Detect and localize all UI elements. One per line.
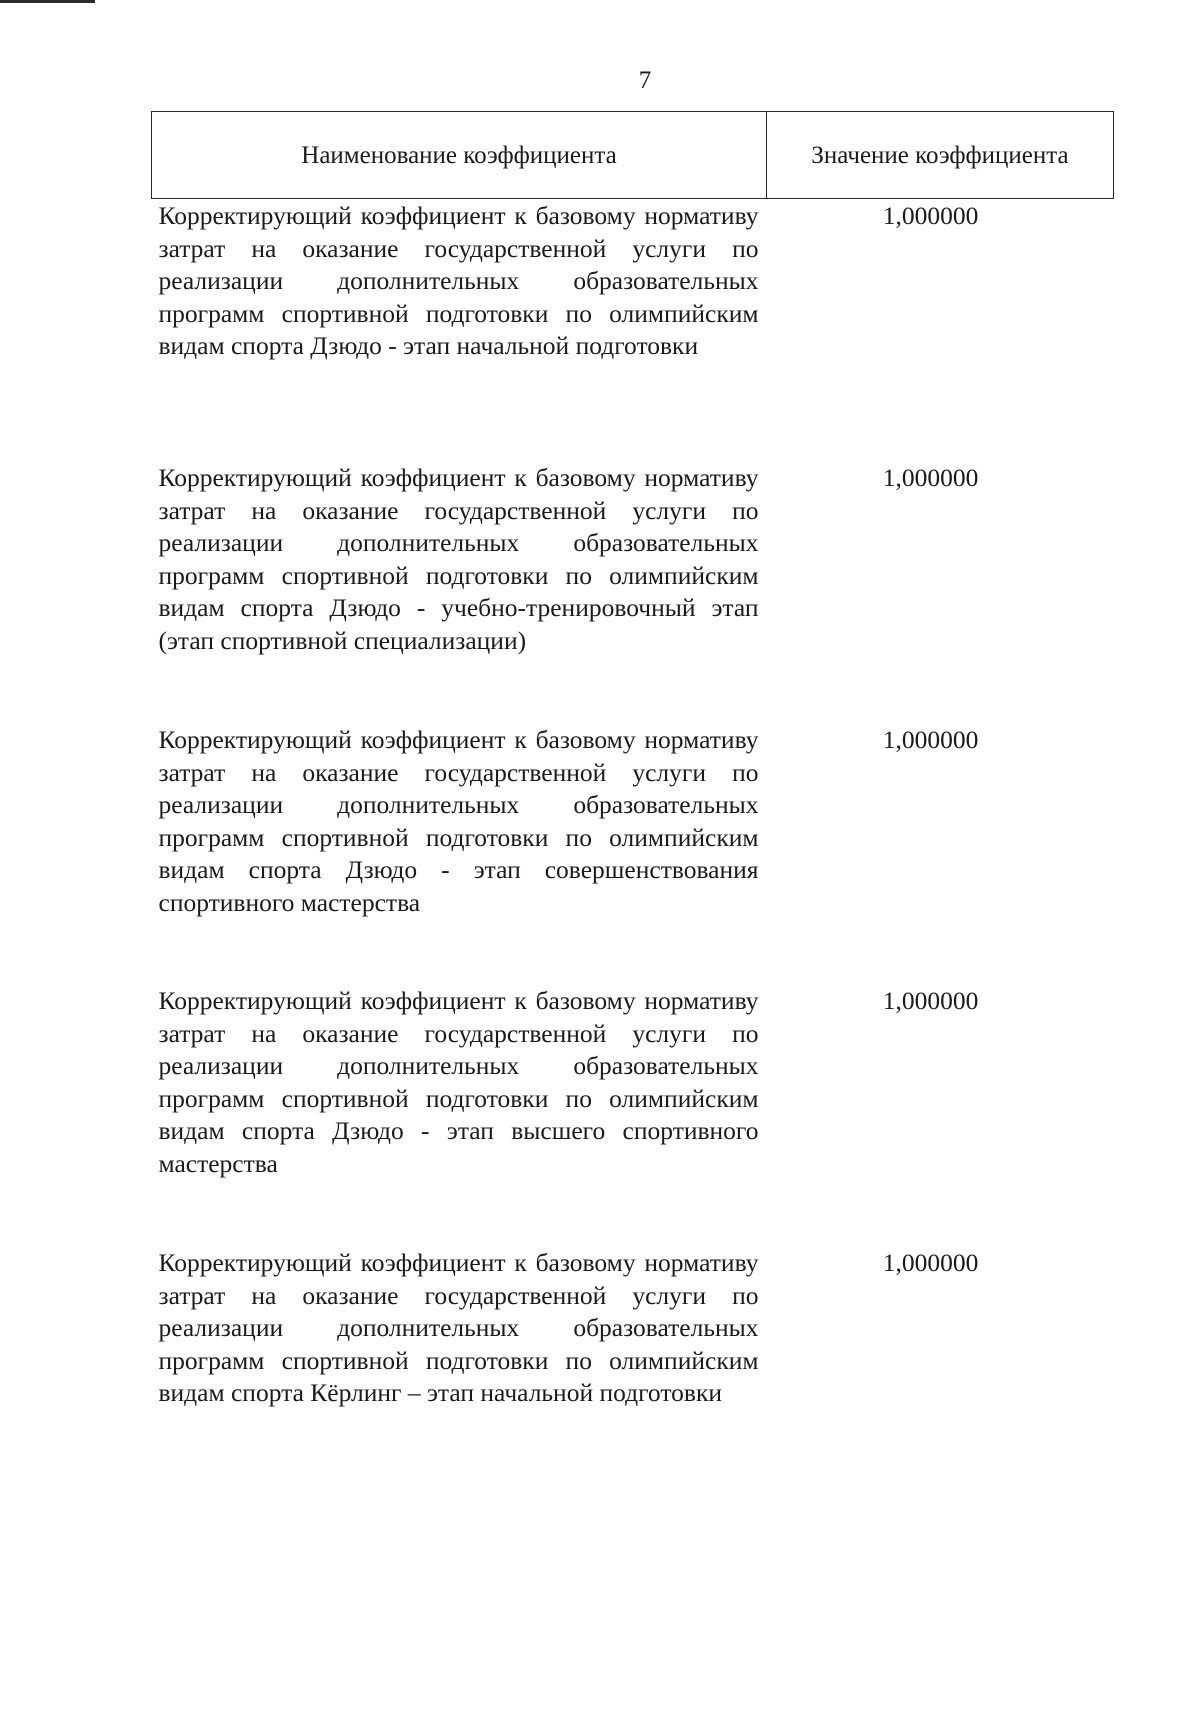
header-coefficient-name: Наименование коэффициента bbox=[152, 112, 767, 199]
coefficient-value: 1,000000 bbox=[882, 725, 979, 754]
coefficient-value: 1,000000 bbox=[882, 201, 979, 230]
coefficient-name: Корректирующий коэффициент к базовому нормативу затрат на оказание государственной услуги по реализации дополнительных образовательных программ спортивной подготовки по олимпийским видам спорта Кёрлинг – этап начальной подготовки bbox=[158, 1248, 759, 1407]
coefficients-table bbox=[151, 111, 1114, 1508]
scan-edge-mark bbox=[0, 0, 95, 3]
table-row bbox=[152, 461, 1114, 723]
table-header-row bbox=[152, 112, 1114, 199]
coefficient-name: Корректирующий коэффициент к базовому нормативу затрат на оказание государственной услуги по реализации дополнительных образовательных программ спортивной подготовки по олимпийским видам спорта Дзюдо - этап начальной подготовки bbox=[158, 201, 759, 360]
table-row bbox=[152, 199, 1114, 462]
coefficient-value: 1,000000 bbox=[882, 986, 979, 1015]
coefficient-name: Корректирующий коэффициент к базовому нормативу затрат на оказание государственной услуги по реализации дополнительных образовательных программ спортивной подготовки по олимпийским видам спорта Дзюдо - этап высшего спортивного мастерства bbox=[158, 986, 759, 1178]
coefficient-value: 1,000000 bbox=[882, 1248, 979, 1277]
table-row bbox=[152, 1246, 1114, 1508]
table-row bbox=[152, 984, 1114, 1246]
header-coefficient-value: Значение коэффициента bbox=[767, 112, 1114, 199]
page-number: 7 bbox=[638, 67, 652, 94]
coefficient-name: Корректирующий коэффициент к базовому нормативу затрат на оказание государственной услуги по реализации дополнительных образовательных программ спортивной подготовки по олимпийским видам спорта Дзюдо - учебно-тренировочный этап (этап спортивной специализации) bbox=[158, 463, 759, 655]
table-row bbox=[152, 723, 1114, 984]
coefficient-value: 1,000000 bbox=[882, 463, 979, 492]
coefficient-name: Корректирующий коэффициент к базовому нормативу затрат на оказание государственной услуги по реализации дополнительных образовательных программ спортивной подготовки по олимпийским видам спорта Дзюдо - этап совершенствования спортивного мастерства bbox=[158, 725, 759, 917]
